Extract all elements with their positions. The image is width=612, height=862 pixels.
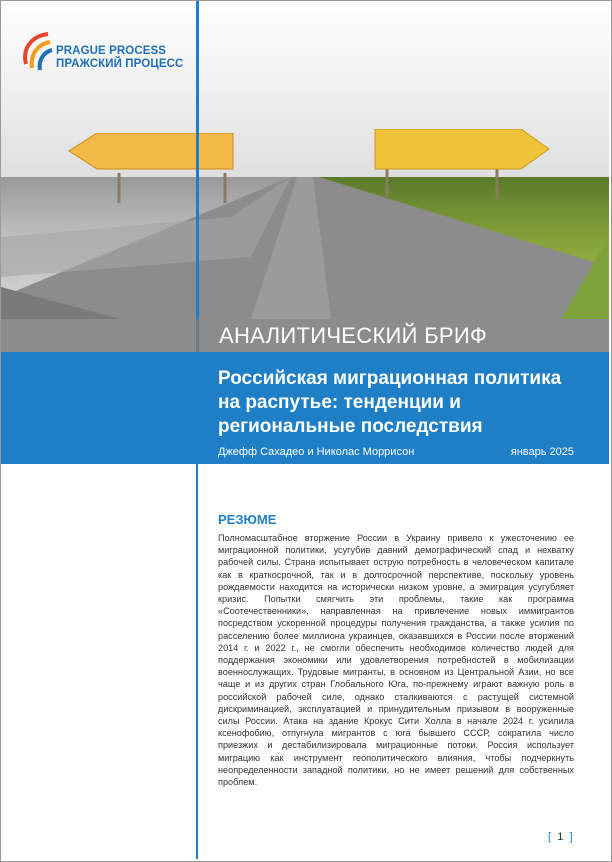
title-line: Российская миграционная политика (218, 368, 562, 389)
doc-type-band (1, 319, 609, 352)
summary-text: Полномасштабное вторжение России в Украину привело к ужесточению ее миграционной политики, усугубив давний демографический спад и нехватку рабочей силы. Страна испытывает острую потребность в человеческом капитале как в краткосрочной, так и в долгосрочной перспективе, поскольку уровень рождаемости находится на исторически низком уровне, а эмиграция усугубляет кризис. Попытки смягчить эти проблемы, такие как программа «Соотечественники», направленная на привлечение новых иммигрантов посредством ускоренной процедуры получения гражданства, а также усилия по расселению более миллиона украинцев, оказавшихся в России после вторжений 2014 г. и 2022 г., не смогли обеспечить необходимое количество людей для поддержания экономики или удовлетворения потребностей в мобилизации военнослужащих. Трудовые мигранты, в основном из Центральной Азии, но все чаще и из других стран Глобального Юга, по-прежнему играют важную роль в российской рабочей силе, однако сталкиваются с растущей системной дискриминацией, эксплуатацией и принудительным призывом в вооруженные силы России. Атака на здание Крокус Сити Холла в начале 2024 г. усилила ксенофобию, отпугнула мигрантов с юга бывшего СССР, сократила число приезжих и дестабилизировала миграционные потоки. Россия использует миграцию как инструмент геополитического влияния, чтобы подчеркнуть неопределенности западной политики, но не имеет решений для собственных проблем. (218, 533, 574, 788)
summary-heading: РЕЗЮМЕ (218, 512, 277, 527)
page-bracket-left: [ (548, 831, 552, 843)
title-line: региональные последствия (218, 416, 483, 437)
publication-date: январь 2025 (510, 446, 574, 458)
doc-type-label: АНАЛИТИЧЕСКИЙ БРИФ (219, 323, 488, 348)
vertical-accent-line-lower (196, 459, 198, 859)
logo-text (56, 45, 183, 71)
logo-swirl-icon (18, 30, 54, 72)
document-title (218, 367, 598, 439)
left-arrow-sign (67, 133, 237, 205)
title-line: на распутье: тенденции и (218, 392, 461, 413)
page-bracket-right: ] (569, 831, 573, 843)
authors: Джефф Сахадео и Николас Моррисон (218, 446, 415, 458)
logo-line-ru: ПРАЖСКИЙ ПРОЦЕСС (56, 58, 184, 70)
page-number (548, 831, 573, 843)
logo-line-en: PRAGUE PROCESS (56, 45, 167, 57)
right-arrow-sign (371, 129, 553, 201)
page-number-value: 1 (557, 831, 564, 843)
